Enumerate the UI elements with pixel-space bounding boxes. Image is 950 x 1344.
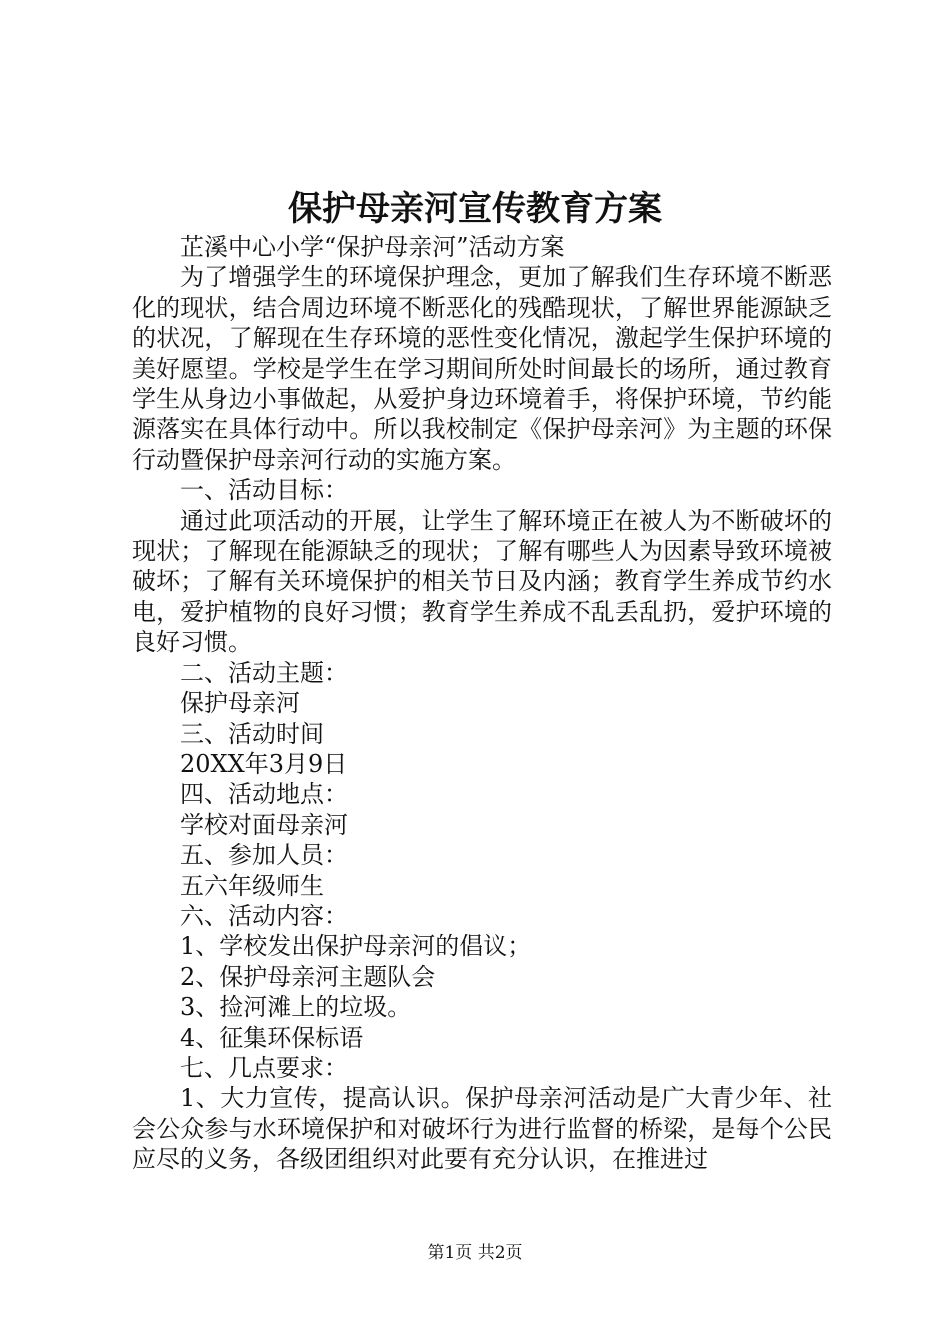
list-item: 2、保护母亲河主题队会 xyxy=(180,962,436,991)
list-item: 3、捡河滩上的垃圾。 xyxy=(180,993,412,1022)
subtitle-paragraph: 芷溪中心小学“保护母亲河”活动方案 xyxy=(180,233,565,261)
requirements-paragraph: 1、大力宣传，提高认识。保护母亲河活动是广大青少年、社会公众参与水环境保护和对破坏行为进行监督的桥梁，是每个公民应尽的义务，各级团组织对此要有充分认识，在推进过 xyxy=(132,1084,832,1174)
section-value: 学校对面母亲河 xyxy=(180,810,348,839)
section-heading: 五、参加人员： xyxy=(180,841,348,870)
section-heading: 七、几点要求： xyxy=(180,1053,348,1082)
section-heading: 三、活动时间 xyxy=(180,719,324,748)
list-item: 4、征集环保标语 xyxy=(180,1023,364,1052)
section-value: 20XX年3月9日 xyxy=(180,749,348,778)
page-number-footer: 第1页 共2页 xyxy=(427,1243,523,1263)
section-value: 保护母亲河 xyxy=(180,689,300,718)
goals-paragraph: 通过此项活动的开展，让学生了解环境正在被人为不断破坏的现状；了解现在能源缺乏的现状；了解有哪些人为因素导致环境被破坏；了解有关环境保护的相关节日及内涵；教育学生养成节约水电，爱护植物的良好习惯；教育学生养成不乱丢乱扔，爱护环境的良好习惯。 xyxy=(132,506,832,657)
section-heading: 二、活动主题： xyxy=(180,658,348,687)
intro-paragraph: 为了增强学生的环境保护理念，更加了解我们生存环境不断恶化的现状，结合周边环境不断恶化的残酷现状，了解世界能源缺乏的状况，了解现在生存环境的恶性变化情况，激起学生保护环境的美好愿望。学校是学生在学习期间所处时间最长的场所，通过教育学生从身边小事做起，从爱护身边环境着手，将保护环境，节约能源落实在具体行动中。所以我校制定《保护母亲河》为主题的环保行动暨保护母亲河行动的实施方案。 xyxy=(132,263,832,474)
document-title: 保护母亲河宣传教育方案 xyxy=(288,189,662,229)
document-body xyxy=(132,232,832,1175)
section-value: 五六年级师生 xyxy=(180,871,324,900)
list-item: 1、学校发出保护母亲河的倡议； xyxy=(180,932,532,961)
section-heading: 六、活动内容： xyxy=(180,901,348,930)
section-heading: 一、活动目标： xyxy=(180,476,348,505)
section-heading: 四、活动地点： xyxy=(180,780,348,809)
